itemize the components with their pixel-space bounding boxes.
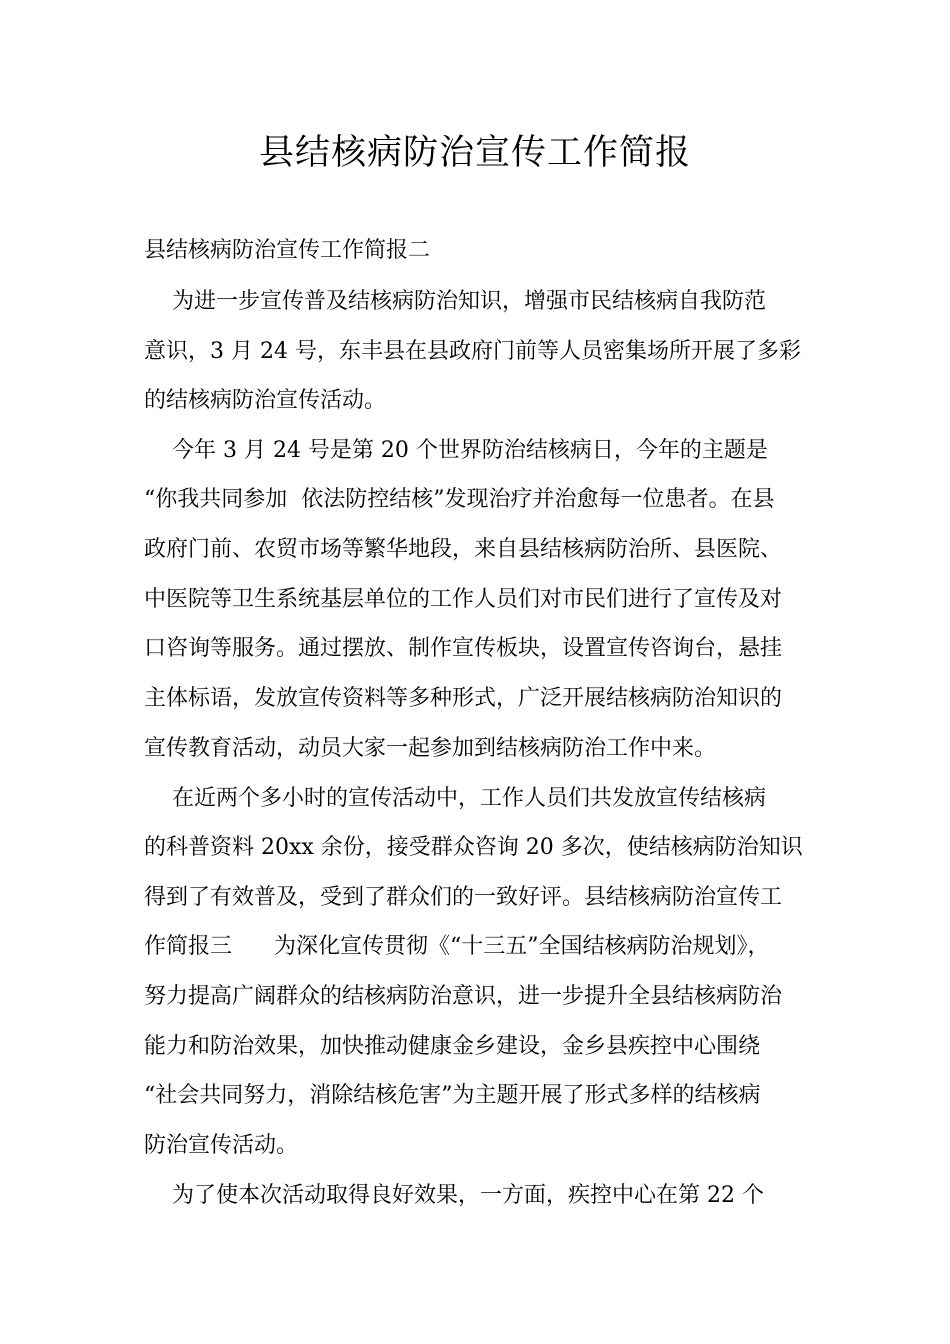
text-line: 为进一步宣传普及结核病防治知识，增强市民结核病自我防范 [144, 289, 766, 314]
text-line: 今年 3 月 24 号是第 20 个世界防治结核病日，今年的主题是 [144, 438, 768, 463]
text-line: 在近两个多小时的宣传活动中，工作人员们共发放宣传结核病 [144, 786, 766, 811]
text-line: 政府门前、农贸市场等繁华地段，来自县结核病防治所、县医院、 [144, 537, 783, 562]
text-line: 为了使本次活动取得良好效果，一方面，疾控中心在第 22 个 [144, 1183, 764, 1208]
text-line: “社会共同努力，消除结核危害”为主题开展了形式多样的结核病 [144, 1083, 761, 1108]
text-line: 努力提高广阔群众的结核病防治意识，进一步提升全县结核病防治 [144, 984, 783, 1009]
text-line: 的结核病防治宣传活动。 [144, 388, 387, 413]
text-line: 宣传教育活动，动员大家一起参加到结核病防治工作中来。 [144, 736, 717, 761]
text-line: 中医院等卫生系统基层单位的工作人员们对市民们进行了宣传及对 [144, 587, 783, 612]
text-line: 得到了有效普及，受到了群众们的一致好评。县结核病防治宣传工 [144, 885, 783, 910]
text-line: 口咨询等服务。通过摆放、制作宣传板块，设置宣传咨询台，悬挂 [144, 636, 783, 661]
text-line: 能力和防治效果，加快推动健康金乡建设，金乡县疾控中心围绕 [144, 1034, 761, 1059]
text-line: 防治宣传活动。 [144, 1133, 299, 1158]
text-line: 主体标语，发放宣传资料等多种形式，广泛开展结核病防治知识的 [144, 686, 783, 711]
text-line: 的科普资料 20xx 余份，接受群众咨询 20 多次，使结核病防治知识 [144, 835, 803, 860]
text-line: “你我共同参加 依法防控结核”发现治疗并治愈每一位患者。在县 [144, 487, 775, 512]
text-line: 意识，3 月 24 号，东丰县在县政府门前等人员密集场所开展了多彩 [144, 339, 801, 364]
section-heading: 县结核病防治宣传工作简报二 [144, 238, 431, 263]
document-title: 县结核病防治宣传工作简报 [258, 133, 691, 173]
text-line: 作简报三 为深化宣传贯彻《“十三五”全国结核病防治规划》， [144, 934, 770, 959]
